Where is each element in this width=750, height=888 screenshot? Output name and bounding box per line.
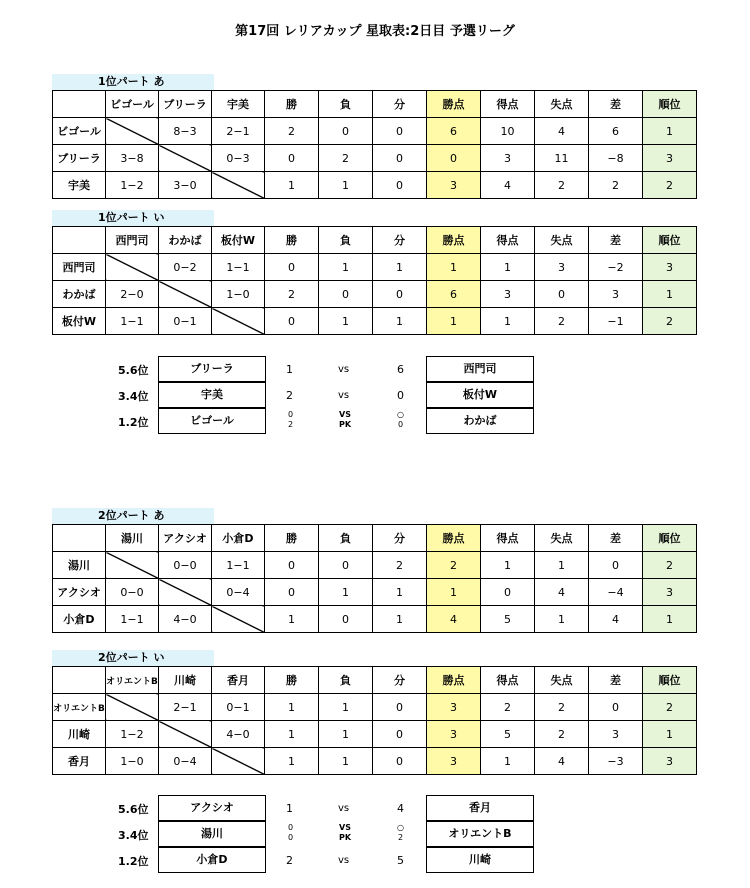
stat-cell: 0 [319, 118, 373, 145]
vs-label: vs [338, 803, 350, 814]
team-name: 宇美 [53, 172, 106, 199]
match-result: 4−0 [159, 606, 212, 633]
placement-match [118, 821, 538, 847]
vs-label: VS [339, 823, 351, 832]
stat-cell: 1 [319, 308, 373, 335]
league-table-1a [52, 74, 697, 199]
match-result: 0−2 [159, 254, 212, 281]
rank-cell: 3 [643, 254, 697, 281]
match-result: 2−1 [159, 694, 212, 721]
stat-cell: 11 [535, 145, 589, 172]
vs-label: vs [338, 390, 350, 401]
stat-cell: 2 [481, 694, 535, 721]
rank-cell: 2 [643, 552, 697, 579]
team-box: 西門司 [426, 356, 534, 382]
team-header: わかば [159, 227, 212, 254]
stat-cell: 0 [373, 118, 427, 145]
team-name: 湯川 [53, 552, 106, 579]
stat-cell: 1 [265, 721, 319, 748]
corner-cell [53, 227, 106, 254]
header-wins: 勝 [265, 91, 319, 118]
corner-cell [53, 667, 106, 694]
win-mark: ○ [397, 410, 404, 419]
match-result: 1−1 [212, 254, 265, 281]
league-table-2a [52, 508, 697, 633]
header-draws: 分 [373, 667, 427, 694]
pk-score: 0 [397, 420, 404, 429]
score: 6 [397, 363, 404, 376]
stat-cell: 1 [319, 748, 373, 775]
stat-cell: 0 [265, 308, 319, 335]
team-name: 板付W [53, 308, 106, 335]
team-box: 小倉D [158, 847, 266, 873]
stat-cell: 0 [319, 606, 373, 633]
stat-cell: 1 [319, 172, 373, 199]
table-row [53, 281, 697, 308]
league-table-2i [52, 650, 697, 775]
stat-cell: −1 [589, 308, 643, 335]
table-row [53, 118, 697, 145]
stat-cell: 1 [481, 748, 535, 775]
placement-match [118, 795, 538, 821]
place-label: 1.2位 [118, 416, 149, 429]
header-rank: 順位 [643, 227, 697, 254]
rank-cell: 3 [643, 145, 697, 172]
stat-cell: 4 [481, 172, 535, 199]
match-result: 4−0 [212, 721, 265, 748]
stat-cell: 2 [535, 721, 589, 748]
header-rank: 順位 [643, 667, 697, 694]
team-name: アクシオ [53, 579, 106, 606]
header-points: 勝点 [427, 667, 481, 694]
header-draws: 分 [373, 227, 427, 254]
match-result: 0−3 [212, 145, 265, 172]
stat-cell: 0 [265, 552, 319, 579]
score: 5 [397, 854, 404, 867]
score: 0 [288, 823, 294, 832]
win-mark: ○ [397, 823, 404, 832]
team-box: ブリーラ [158, 356, 266, 382]
diagonal-cell [159, 145, 212, 172]
match-result: 0−0 [106, 579, 159, 606]
header-rank: 順位 [643, 525, 697, 552]
stat-cell: 6 [589, 118, 643, 145]
stat-cell: 0 [373, 172, 427, 199]
team-header: ビゴール [106, 91, 159, 118]
stat-cell: 0 [319, 552, 373, 579]
corner-cell [53, 91, 106, 118]
match-result: 0−4 [212, 579, 265, 606]
stat-cell: 1 [481, 254, 535, 281]
stat-cell: 5 [481, 606, 535, 633]
stat-cell: 1 [535, 552, 589, 579]
placement-match [118, 356, 538, 382]
stat-cell: −3 [589, 748, 643, 775]
match-result: 3−8 [106, 145, 159, 172]
table-row [53, 254, 697, 281]
pk-score: 0 [288, 833, 294, 842]
stat-cell: 1 [481, 308, 535, 335]
table-row [53, 721, 697, 748]
score: 0 [397, 389, 404, 402]
stat-cell: 0 [589, 552, 643, 579]
team-header: 小倉D [212, 525, 265, 552]
placement-match [118, 847, 538, 873]
header-wins: 勝 [265, 525, 319, 552]
header-goal-diff: 差 [589, 227, 643, 254]
table-row [53, 552, 697, 579]
team-box: オリエントB [426, 821, 534, 847]
header-losses: 負 [319, 667, 373, 694]
stat-cell: 2 [265, 118, 319, 145]
place-label: 5.6位 [118, 364, 149, 377]
rank-cell: 3 [643, 579, 697, 606]
match-result: 1−1 [106, 606, 159, 633]
score-stack [397, 823, 404, 843]
points-cell: 3 [427, 172, 481, 199]
header-wins: 勝 [265, 227, 319, 254]
header-goal-diff: 差 [589, 667, 643, 694]
team-header: 板付W [212, 227, 265, 254]
points-cell: 0 [427, 145, 481, 172]
stat-cell: 0 [589, 694, 643, 721]
team-name: 小倉D [53, 606, 106, 633]
header-rank: 順位 [643, 91, 697, 118]
stat-cell: 1 [265, 606, 319, 633]
table-row [53, 694, 697, 721]
corner-cell [53, 525, 106, 552]
standings-table [52, 90, 697, 199]
stat-cell: 1 [373, 308, 427, 335]
stat-cell: 1 [265, 694, 319, 721]
points-cell: 1 [427, 308, 481, 335]
stat-cell: 2 [319, 145, 373, 172]
group-label: 1位パート い [52, 210, 214, 226]
placement-matches-1 [118, 356, 538, 434]
table-row [53, 579, 697, 606]
stat-cell: 0 [373, 281, 427, 308]
points-cell: 4 [427, 606, 481, 633]
vs-label: vs [338, 855, 350, 866]
score: 4 [397, 802, 404, 815]
team-box: 川崎 [426, 847, 534, 873]
header-goals-against: 失点 [535, 91, 589, 118]
stat-cell: 0 [481, 579, 535, 606]
team-header: 宇美 [212, 91, 265, 118]
stat-cell: 2 [535, 694, 589, 721]
points-cell: 2 [427, 552, 481, 579]
match-result: 1−2 [106, 172, 159, 199]
stat-cell: 2 [535, 308, 589, 335]
header-goals-for: 得点 [481, 667, 535, 694]
team-name: ブリーラ [53, 145, 106, 172]
stat-cell: 5 [481, 721, 535, 748]
match-result: 1−2 [106, 721, 159, 748]
stat-cell: 4 [535, 748, 589, 775]
team-box: わかば [426, 408, 534, 434]
team-header: 川崎 [159, 667, 212, 694]
header-losses: 負 [319, 91, 373, 118]
rank-cell: 1 [643, 118, 697, 145]
team-box: ビゴール [158, 408, 266, 434]
header-draws: 分 [373, 91, 427, 118]
score-stack [397, 410, 404, 430]
points-cell: 1 [427, 579, 481, 606]
stat-cell: 0 [535, 281, 589, 308]
match-result: 0−1 [159, 308, 212, 335]
pk-label: PK [338, 833, 352, 842]
stat-cell: 0 [373, 748, 427, 775]
diagonal-cell [159, 579, 212, 606]
team-box: 板付W [426, 382, 534, 408]
rank-cell: 3 [643, 748, 697, 775]
team-box: 宇美 [158, 382, 266, 408]
header-losses: 負 [319, 525, 373, 552]
score: 2 [286, 854, 293, 867]
stat-cell: 1 [265, 172, 319, 199]
team-header: 西門司 [106, 227, 159, 254]
stat-cell: 4 [535, 118, 589, 145]
team-name: 香月 [53, 748, 106, 775]
header-draws: 分 [373, 525, 427, 552]
diagonal-cell [212, 606, 265, 633]
score: 2 [286, 389, 293, 402]
stat-cell: 0 [373, 694, 427, 721]
team-header: アクシオ [159, 525, 212, 552]
match-result: 8−3 [159, 118, 212, 145]
stat-cell: 1 [373, 579, 427, 606]
standings-table [52, 226, 697, 335]
diagonal-cell [159, 281, 212, 308]
standings-table [52, 524, 697, 633]
table-row [53, 606, 697, 633]
stat-cell: 4 [535, 579, 589, 606]
stat-cell: 10 [481, 118, 535, 145]
place-label: 1.2位 [118, 855, 149, 868]
stat-cell: 3 [481, 281, 535, 308]
score: 1 [286, 363, 293, 376]
table-row [53, 145, 697, 172]
team-header: オリエントB [106, 667, 159, 694]
diagonal-cell [212, 748, 265, 775]
team-box: 湯川 [158, 821, 266, 847]
pk-label: PK [338, 420, 352, 429]
team-name: ビゴール [53, 118, 106, 145]
header-points: 勝点 [427, 525, 481, 552]
place-label: 3.4位 [118, 829, 149, 842]
diagonal-cell [106, 118, 159, 145]
placement-match [118, 408, 538, 434]
place-label: 3.4位 [118, 390, 149, 403]
stat-cell: −4 [589, 579, 643, 606]
match-result: 0−0 [159, 552, 212, 579]
vs-label: vs [338, 364, 350, 375]
stat-cell: 1 [319, 254, 373, 281]
league-table-1i [52, 210, 697, 335]
stat-cell: 0 [319, 281, 373, 308]
diagonal-cell [106, 254, 159, 281]
table-row [53, 308, 697, 335]
points-cell: 1 [427, 254, 481, 281]
diagonal-cell [212, 172, 265, 199]
match-result: 0−1 [212, 694, 265, 721]
stat-cell: −8 [589, 145, 643, 172]
standings-table [52, 666, 697, 775]
team-header: 香月 [212, 667, 265, 694]
rank-cell: 1 [643, 721, 697, 748]
stat-cell: 4 [589, 606, 643, 633]
diagonal-cell [106, 552, 159, 579]
stat-cell: 3 [481, 145, 535, 172]
stat-cell: 0 [373, 721, 427, 748]
rank-cell: 2 [643, 172, 697, 199]
vs-pk-label [338, 410, 352, 430]
stat-cell: 0 [373, 145, 427, 172]
header-goals-for: 得点 [481, 227, 535, 254]
team-name: オリエントB [53, 694, 106, 721]
rank-cell: 1 [643, 606, 697, 633]
group-label: 1位パート あ [52, 74, 214, 90]
header-losses: 負 [319, 227, 373, 254]
team-header: ブリーラ [159, 91, 212, 118]
stat-cell: 2 [373, 552, 427, 579]
diagonal-cell [212, 308, 265, 335]
header-goals-for: 得点 [481, 91, 535, 118]
stat-cell: 0 [265, 579, 319, 606]
header-goals-for: 得点 [481, 525, 535, 552]
place-label: 5.6位 [118, 803, 149, 816]
match-result: 1−1 [106, 308, 159, 335]
match-result: 0−4 [159, 748, 212, 775]
vs-pk-label [338, 823, 352, 843]
match-result: 3−0 [159, 172, 212, 199]
stat-cell: 0 [265, 145, 319, 172]
score: 0 [288, 410, 294, 419]
table-row [53, 172, 697, 199]
match-result: 1−0 [106, 748, 159, 775]
rank-cell: 2 [643, 694, 697, 721]
team-name: 川崎 [53, 721, 106, 748]
stat-cell: 2 [265, 281, 319, 308]
team-name: わかば [53, 281, 106, 308]
match-result: 2−0 [106, 281, 159, 308]
header-goals-against: 失点 [535, 525, 589, 552]
stat-cell: 3 [589, 721, 643, 748]
table-row [53, 748, 697, 775]
stat-cell: 1 [319, 579, 373, 606]
stat-cell: 1 [265, 748, 319, 775]
stat-cell: 1 [373, 606, 427, 633]
group-label: 2位パート い [52, 650, 214, 666]
team-box: アクシオ [158, 795, 266, 821]
header-points: 勝点 [427, 91, 481, 118]
stat-cell: 0 [265, 254, 319, 281]
team-header: 湯川 [106, 525, 159, 552]
header-goal-diff: 差 [589, 525, 643, 552]
header-wins: 勝 [265, 667, 319, 694]
stat-cell: 1 [319, 721, 373, 748]
header-goals-against: 失点 [535, 227, 589, 254]
stat-cell: 2 [535, 172, 589, 199]
stat-cell: 3 [589, 281, 643, 308]
pk-score: 2 [288, 420, 294, 429]
stat-cell: 1 [319, 694, 373, 721]
match-result: 1−0 [212, 281, 265, 308]
stat-cell: 2 [589, 172, 643, 199]
score: 1 [286, 802, 293, 815]
points-cell: 6 [427, 281, 481, 308]
header-goals-against: 失点 [535, 667, 589, 694]
rank-cell: 2 [643, 308, 697, 335]
header-goal-diff: 差 [589, 91, 643, 118]
page-title: 第17回 レリアカップ 星取表:2日目 予選リーグ [235, 24, 515, 39]
diagonal-cell [106, 694, 159, 721]
score-stack [288, 823, 293, 843]
placement-match [118, 382, 538, 408]
group-label: 2位パート あ [52, 508, 214, 524]
points-cell: 6 [427, 118, 481, 145]
points-cell: 3 [427, 721, 481, 748]
stat-cell: 1 [373, 254, 427, 281]
rank-cell: 1 [643, 281, 697, 308]
diagonal-cell [159, 721, 212, 748]
match-result: 2−1 [212, 118, 265, 145]
match-result: 1−1 [212, 552, 265, 579]
stat-cell: 1 [481, 552, 535, 579]
points-cell: 3 [427, 748, 481, 775]
score-stack [288, 410, 293, 430]
team-box: 香月 [426, 795, 534, 821]
pk-score: 2 [397, 833, 404, 842]
header-points: 勝点 [427, 227, 481, 254]
stat-cell: 1 [535, 606, 589, 633]
placement-matches-2 [118, 795, 538, 873]
stat-cell: −2 [589, 254, 643, 281]
points-cell: 3 [427, 694, 481, 721]
stat-cell: 3 [535, 254, 589, 281]
vs-label: VS [339, 410, 351, 419]
team-name: 西門司 [53, 254, 106, 281]
